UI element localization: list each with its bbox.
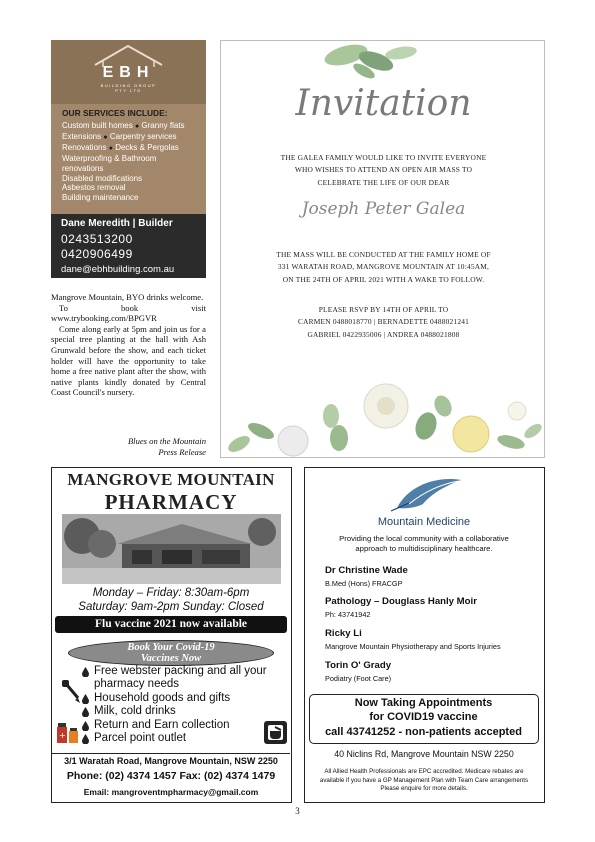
pharmacy-email: Email: mangroventmpharmacy@gmail.com	[83, 787, 259, 797]
practitioner-name: Ricky Li	[325, 628, 362, 639]
medicine-bottles-icon	[55, 721, 81, 745]
clinic-address: 40 Niclins Rd, Mangrove Mountain NSW 2250	[334, 749, 514, 759]
svg-text:+: +	[59, 731, 66, 740]
pharmacy-title: MANGROVE MOUNTAIN	[67, 470, 275, 489]
covid-booking-line2: Vaccines Now	[140, 653, 202, 664]
practitioner-name: Dr Christine Wade	[325, 565, 408, 576]
droplet-icon	[82, 667, 89, 677]
services-heading: OUR SERVICES INCLUDE:	[62, 108, 168, 118]
practitioner-detail: Podiatry (Foot Care)	[325, 674, 392, 683]
ebh-logo-text: EBH	[102, 64, 155, 81]
pharmacy-contact	[52, 753, 290, 802]
practitioner-name: Torin O' Grady	[325, 660, 392, 671]
list-item: Milk, cold drinks	[82, 705, 288, 718]
pharmacy-phone: Phone: (02) 4374 1457 Fax: (02) 4374 1479	[66, 770, 276, 782]
article-text: Mangrove Mountain, BYO drinks welcome. To book visit www.trybooking.com/BPGVR Come along early at 5pm and join us for a special tree planting at the hall with Ash Grunwald before the show, and each ticket holder will have the opportunity to take home a free native plant after the show, with native plants kindly donated by Central Coast Council's nursery.	[51, 292, 206, 398]
ebh-contact-panel	[51, 214, 206, 278]
mountain-medicine-advert	[304, 467, 545, 803]
medicare-note: All Allied Health Professionals are EPC accredited. Medicare rebates are available if you have a GP Management Plan with Team Care arrangements Please enquire for more details.	[319, 768, 529, 792]
practitioner-detail: B.Med (Hons) FRACGP	[325, 579, 403, 588]
ebh-advert	[51, 40, 206, 278]
pharmacy-advert	[51, 467, 292, 803]
droplet-icon	[82, 694, 89, 704]
mobile-number: 0420906499	[61, 247, 133, 261]
article-credit: Blues on the Mountain Press Release	[127, 436, 206, 457]
builder-name: Dane Meredith | Builder	[61, 218, 173, 229]
mass-details: THE MASS WILL BE CONDUCTED AT THE FAMILY HOME OF 331 WARATAH ROAD, MANGROVE MOUNTAIN AT 10:45AM, ON THE 24TH OF APRIL 2021 WITH A WAKE TO FOLLOW.	[276, 250, 491, 284]
services-list: Custom built homes ● Granny flats Extensions ● Carpentry services Renovations ● Decks & Pergolas Waterproofing & Bathroom renovations Disabled modifications Asbestos removal Building maintenance	[62, 121, 185, 203]
rsvp-details: PLEASE RSVP BY 14TH OF APRIL TO CARMEN 0488018770 | BERNADETTE 0488021241 GABRIEL 0422935006 | ANDREA 0488021808	[297, 305, 470, 339]
list-item: Parcel point outlet	[82, 732, 288, 745]
deceased-name: Joseph Peter Galea	[301, 199, 466, 219]
list-item: Household goods and gifts	[82, 692, 288, 705]
covid-appointments-box: Now Taking Appointments for COVID19 vaccine call 43741252 - non-patients accepted	[309, 694, 539, 744]
pharmacy-address: 3/1 Waratah Road, Mangrove Mountain, NSW 2250	[64, 756, 278, 766]
droplet-icon	[82, 721, 89, 731]
practitioner-name: Pathology – Douglass Hanly Moir	[325, 596, 477, 607]
weekend-hours: Saturday: 9am-2pm Sunday: Closed	[78, 601, 264, 613]
practitioner-detail: Ph: 43741942	[325, 610, 371, 619]
droplet-icon	[82, 707, 89, 717]
clinic-tagline: Providing the local community with a collaborative approach to multidisciplinary healthcare.	[339, 534, 509, 553]
list-item: Free webster packing and all your pharmacy needs	[82, 665, 288, 692]
ebh-logo-panel	[51, 40, 206, 104]
droplet-icon	[82, 734, 89, 744]
services-list	[82, 665, 288, 745]
email-address: dane@ebhbuilding.com.au	[61, 264, 175, 275]
clinic-name: Mountain Medicine	[377, 516, 471, 528]
covid-booking-line1: Book Your Covid-19	[127, 642, 215, 653]
weekday-hours: Monday – Friday: 8:30am-6pm	[92, 587, 250, 599]
flu-vaccine-banner: Flu vaccine 2021 now available	[55, 616, 287, 633]
phone-number: 0243513200	[61, 232, 133, 246]
pharmacy-photo	[62, 514, 281, 584]
flowers-bottom-icon	[221, 376, 545, 458]
invitation-title: Invitation	[295, 83, 472, 124]
invitation-card	[220, 40, 545, 458]
list-item: Return and Earn collection	[82, 719, 288, 732]
ebh-logo-subtitle: BUILDING GROUP PTY LTD	[100, 83, 157, 93]
page-number: 3	[295, 806, 300, 816]
dropper-icon	[60, 678, 82, 704]
feather-logo-icon	[369, 474, 481, 514]
leaves-top-icon	[316, 41, 436, 81]
invitation-intro: THE GALEA FAMILY WOULD LIKE TO INVITE EVERYONE WHO WISHES TO ATTEND AN OPEN AIR MASS TO CELEBRATE THE LIFE OF OUR DEAR	[280, 153, 487, 187]
practitioner-detail: Mangrove Mountain Physiotherapy and Sports Injuries	[325, 642, 501, 651]
pharmacy-subtitle: PHARMACY	[104, 490, 238, 514]
